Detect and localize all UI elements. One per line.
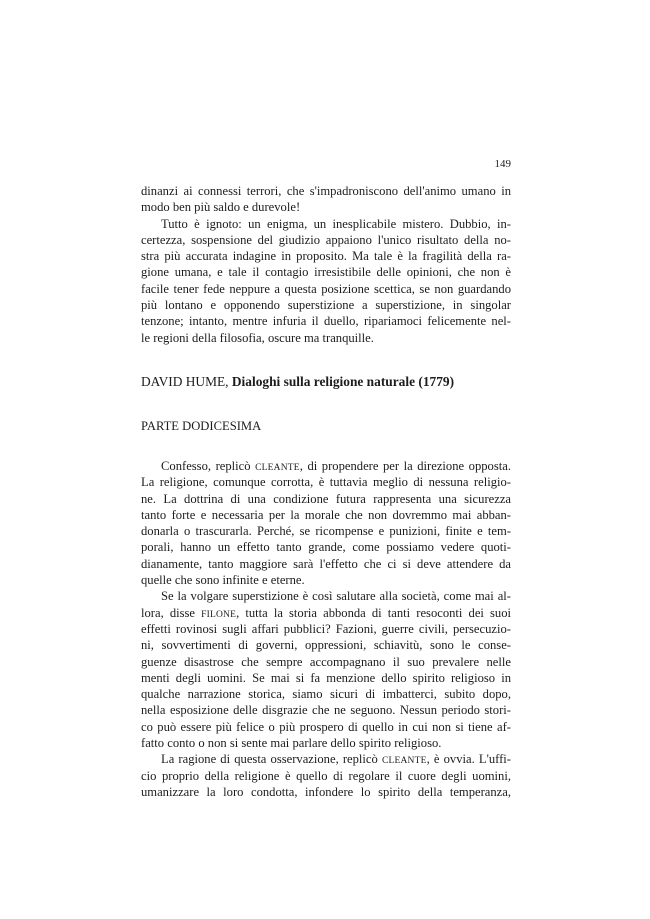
speaker-name: FILONE [201,609,237,620]
text-line: guenze disastrose che sempre accompagnano il suo prevalere nelle [141,654,511,669]
speaker-name: CLEANTE [381,756,427,767]
text-line: certezza, sospensione del giudizio appaiono l'unico risultato della no- [141,232,511,247]
text-line: ni, sovvertimenti di governi, oppressioni, schiavitù, sono le conse- [141,638,511,653]
text-line: nella esposizione delle disgrazie che ne seguono. Nessun periodo stori- [141,703,511,718]
text-line: umanizzare la loro condotta, infondere lo spirito della temperanza, [141,784,511,799]
text-line: Confesso, replicò CLEANTE, di propendere per la direzione opposta. [161,459,511,473]
text-line: fatto conto o non si sente mai parlare dello spirito religioso. [141,736,442,751]
text-line: quelle che sono infinite e eterne. [141,573,305,588]
text-line: menti degli uomini. Se mai si fa menzione dello spirito religioso in [141,670,511,685]
dialogue-text [141,458,511,800]
text-line: co può essere più felice o più prospero di quello in cui non si tiene af- [141,719,511,734]
text-line: tanto forte e necessaria per la morale che non dovremmo mai abban- [141,507,511,522]
text-line: lora, disse FILONE, tutta la storia abbonda di tanti resoconti dei suoi [141,605,511,620]
part-heading: PARTE DODICESIMA [141,419,262,433]
text-line: La religione, comunque corrotta, è tuttavia meglio di nessuna religio- [141,475,511,490]
text-line: La ragione di questa osservazione, replicò CLEANTE, è ovvia. L'uffi- [161,752,511,767]
section-title [141,374,454,390]
text-line: effetti rovinosi sugli affari pubblici? Fazioni, guerre civili, persecuzio- [141,621,511,636]
text-line: Tutto è ignoto: un enigma, un inesplicabile mistero. Dubbio, in- [161,216,511,231]
text-line: facile tener fede neppure a questa posizione scettica, se non guardando [141,281,511,296]
intro-text [141,183,511,346]
text-line: dianamente, tanto maggiore sarà l'effetto che ci si deve attendere da [141,556,511,571]
text-line: dinanzi ai connessi terrori, che s'impadroniscono dell'animo umano in [141,184,511,198]
text-line: stra più accurata indagine in proposito. Ma tale è la fragilità della ra- [141,249,511,264]
text-line: ne. La dottrina di una condizione futura rappresenta una sicurezza [141,491,511,506]
text-line: le regioni della filosofia, oscure ma tranquille. [141,330,374,345]
text-line: qualche narrazione storica, siamo sicuri di imbatterci, subito dopo, [141,687,511,702]
text-line: più lontano e opponendo superstizione a superstizione, in singolar [141,298,511,313]
page-number: 149 [494,158,511,170]
text-line: porali, hanno un effetto tanto grande, come possiamo vedere quoti- [141,540,511,555]
text-line: donarla o trascurarla. Perché, se ricompense e punizioni, finite e tem- [141,524,511,539]
text-line: cio proprio della religione è quello di regolare il cuore degli uomini, [141,768,511,783]
text-line: modo ben più saldo e durevole! [141,200,301,215]
text-line: gione umana, e tale il contagio irresistibile delle opinioni, che non è [141,265,511,280]
title-author: DAVID HUME, [141,374,232,389]
title-work: Dialoghi sulla religione naturale (1779) [231,374,455,389]
text-line: tenzone; intanto, mentre infuria il duello, ripariamoci felicemente nel- [141,314,511,329]
speaker-name: CLEANTE [255,463,300,473]
text-line: Se la volgare superstizione è così salutare alla società, come mai al- [161,589,511,604]
